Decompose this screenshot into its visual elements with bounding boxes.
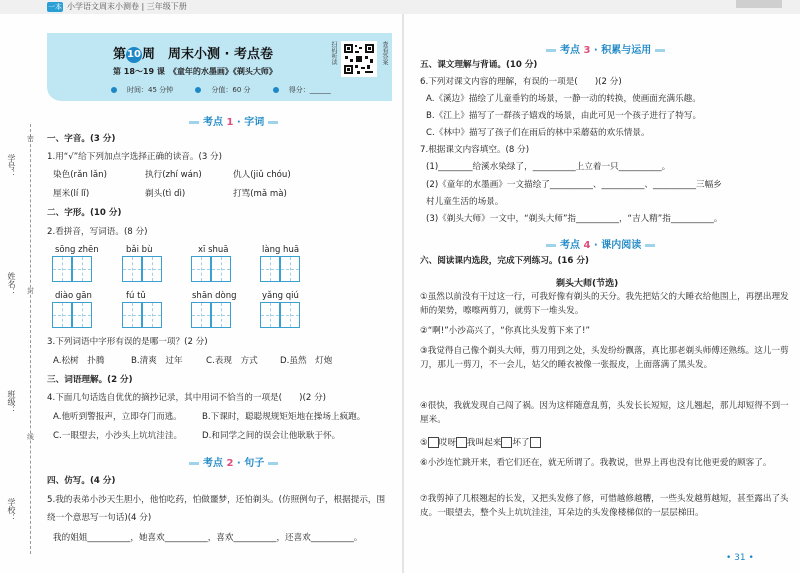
- writing-grid[interactable]: [122, 256, 162, 282]
- choice-option[interactable]: A.《溪边》描绘了儿童垂钓的场景，一静一动的转换，使画面充满乐趣。: [426, 94, 701, 104]
- passage-paragraph: ②“啊!”小沙高兴了，“你真比头发剪下来了!”: [420, 326, 590, 336]
- choice-option[interactable]: B.《江上》描写了一群孩子嬉戏的场景，由此可见一个孩子进行了特写。: [426, 111, 702, 121]
- binding-line: [30, 124, 31, 554]
- pen-icon: [273, 87, 279, 93]
- passage-title: 剃头大师(节选): [556, 279, 619, 289]
- binding-margin: [0, 14, 42, 573]
- qr-caption-right: 查看答案: [381, 41, 388, 65]
- writing-grid[interactable]: [52, 302, 92, 328]
- choice-option[interactable]: B.下课时，聪聪规规矩矩地在操场上疯跑。: [202, 412, 366, 422]
- punctuation-exercise: ⑤ 哎呀 我叫起来 坏了: [420, 437, 541, 449]
- pinyin-label: làng huā: [262, 245, 300, 255]
- writing-grid[interactable]: [52, 256, 92, 282]
- question-group-heading: 六、阅读课内选段，完成下列练习。(16 分): [420, 256, 589, 266]
- student-number-label: 学号：: [7, 154, 16, 178]
- fill-in-sentence-cont: 村儿童生活的场景。: [426, 197, 504, 207]
- pinyin-label: sōng zhēn: [55, 245, 99, 255]
- passage-paragraph: ⑦我剪掉了几根翘起的长发，又把头发修了修，可惜越修越糟，一些头发越剪越短，甚至露出了头皮。一眼望去，整个头上坑坑洼洼，耳朵边的头发像楼梯似的一层层梯田。: [420, 494, 789, 518]
- section-heading-2: 考点 2 · 句子: [185, 454, 282, 469]
- book-title: 小学语文周末小测卷 | 三年级下册: [67, 2, 187, 11]
- question-group-heading: 一、字音。(3 分): [47, 134, 116, 144]
- seal-mark: 线: [27, 433, 34, 441]
- pinyin-label: diào gān: [55, 291, 92, 301]
- pinyin-option[interactable]: 厘米(lí lǐ): [53, 189, 90, 199]
- seal-mark: 封: [27, 287, 34, 295]
- section-heading-4: 考点 4 · 课内阅读: [542, 236, 659, 251]
- score-icon: [195, 87, 201, 93]
- pinyin-label: fú tǔ: [126, 291, 146, 301]
- fill-in-sentence[interactable]: (1)________给溪水染绿了，__________上立着一只__________。: [426, 162, 671, 172]
- school-label: 学校：: [7, 498, 16, 522]
- choice-option[interactable]: D.和同学之间的误会让他耿耿于怀。: [202, 431, 341, 441]
- passage-paragraph: ④很快，我就发现自己闯了祸。因为这样随意乱剪，头发长长短短，这儿翘起，那儿却短得不到一厘米。: [420, 401, 789, 425]
- punctuation-box[interactable]: [501, 437, 512, 448]
- fill-in-sentence[interactable]: (3)《剃头大师》一文中，“剃头大师”指__________，“吉人精”指__________。: [426, 214, 723, 224]
- question-5-cont: 绕一个意思写一句话)(4 分): [47, 513, 152, 523]
- pinyin-option[interactable]: 剃头(tì dì): [145, 189, 186, 199]
- question-group-heading: 二、字形。(10 分): [47, 208, 122, 218]
- qr-caption-left: 扫码听读: [330, 41, 337, 65]
- passage-paragraph: ③我觉得自己像个剃头大师，剪刀用到之处，头发纷纷飘落，真比那老剃头师傅还熟练。这儿一剪刀，那儿一剪刀，不一会儿，姑父的睡衣被像一张报皮，上面落满了黑头发。: [420, 346, 789, 370]
- writing-grid[interactable]: [260, 256, 300, 282]
- choice-option[interactable]: B.清爽 过年: [131, 356, 183, 366]
- choice-option[interactable]: C.《林中》描写了孩子们在雨后的林中采蘑菇的欢乐情景。: [426, 128, 650, 138]
- question-group-heading: 五、课文理解与背诵。(10 分): [420, 60, 538, 70]
- page-fold: [402, 14, 404, 573]
- class-label: 班级：: [7, 390, 16, 414]
- score-field[interactable]: 得分：______: [273, 86, 341, 94]
- punctuation-box[interactable]: [428, 437, 439, 448]
- question-2: 2.看拼音，写词语。(8 分): [47, 227, 148, 237]
- pinyin-label: bǎi bù: [126, 245, 153, 255]
- week-prefix: 第: [113, 47, 127, 62]
- question-3: 3.下列词语中字形有误的是哪一项？(2 分): [47, 337, 208, 347]
- writing-grid[interactable]: [260, 302, 300, 328]
- seal-mark: 密: [27, 135, 34, 143]
- writing-grid[interactable]: [191, 302, 231, 328]
- question-group-heading: 四、仿写。(4 分): [47, 476, 116, 486]
- passage-paragraph: ⑥小沙连忙跳开来，看它们还在，就无所谓了。我教说，世界上再也没有比他更爱的顾客了。: [420, 458, 772, 468]
- pinyin-option[interactable]: 打骂(mǎ mà): [233, 189, 287, 199]
- page-number: • 31 •: [726, 553, 754, 563]
- choice-option[interactable]: C.一眼望去，小沙头上坑坑洼洼。: [53, 431, 183, 441]
- choice-option[interactable]: A.他听到警报声，立即夺门而逃。: [53, 412, 182, 422]
- week-suffix: 周 周末小测 · 考点卷: [142, 47, 274, 62]
- section-heading-3: 考点 3 · 积累与运用: [542, 41, 669, 56]
- clock-icon: [111, 87, 117, 93]
- choice-option[interactable]: C.表现 方式: [206, 356, 258, 366]
- fill-in-sentence[interactable]: (2)《童年的水墨画》一文描绘了__________、__________、__________三幅乡: [426, 180, 722, 190]
- week-title: [113, 43, 273, 63]
- time-info: 时间：45 分钟: [111, 86, 183, 94]
- total-score-info: 分值：60 分: [195, 86, 260, 94]
- lessons-line: 第 18～19 课 《童年的水墨画》《剃头大师》: [113, 67, 277, 76]
- choice-option[interactable]: A.松树 扑腾: [53, 356, 105, 366]
- passage-paragraph: ①虽然以前没有干过这一行，可我好像有剃头的天分。我先把姑父的大睡衣给他围上，再摆出理发师的架势，嚓嚓两剪刀，就剪下一堆头发。: [420, 292, 789, 316]
- question-5: 5.我的表弟小沙天生胆小，他怕吃药，怕做噩梦，还怕剃头。(仿照例句子，根据提示，围: [47, 495, 386, 505]
- writing-grid[interactable]: [122, 302, 162, 328]
- header-bar: [0, 0, 800, 14]
- question-4: 4.下面几句话选自优优的摘抄记录，其中用词不恰当的一项是( )(2 分): [47, 393, 327, 403]
- pinyin-option[interactable]: 染色(rǎn lǎn): [53, 170, 107, 180]
- question-7: 7.根据课文内容填空。(8 分): [420, 145, 530, 155]
- pinyin-label: yǎng qiú: [262, 291, 299, 301]
- test-meta: [111, 85, 351, 95]
- punctuation-box[interactable]: [456, 437, 467, 448]
- week-number: 10: [126, 47, 142, 63]
- fill-in-sentence[interactable]: 我的姐姐__________，她喜欢__________，喜欢__________，还喜欢__________。: [53, 533, 363, 543]
- question-1: 1.用“√”给下列加点字选择正确的读音。(3 分): [47, 152, 222, 162]
- question-group-heading: 三、词语理解。(2 分): [47, 375, 133, 385]
- section-heading-1: 考点 1 · 字词: [185, 113, 282, 128]
- qr-code-icon[interactable]: [341, 41, 377, 77]
- pinyin-option[interactable]: 执行(zhí wán): [145, 170, 202, 180]
- pinyin-label: shān dòng: [192, 291, 237, 301]
- brand-badge: 一本: [48, 3, 62, 11]
- punctuation-box[interactable]: [530, 437, 541, 448]
- name-label: 姓名：: [7, 272, 16, 296]
- question-6: 6.下列对课文内容的理解，有误的一项是( )(2 分): [420, 77, 622, 87]
- corner-tab: [736, 0, 782, 8]
- test-banner: [47, 33, 392, 101]
- writing-grid[interactable]: [191, 256, 231, 282]
- pinyin-label: xī shuā: [198, 245, 229, 255]
- pinyin-option[interactable]: 仇人(jiǔ chóu): [233, 170, 291, 180]
- choice-option[interactable]: D.虽然 灯炮: [280, 356, 333, 366]
